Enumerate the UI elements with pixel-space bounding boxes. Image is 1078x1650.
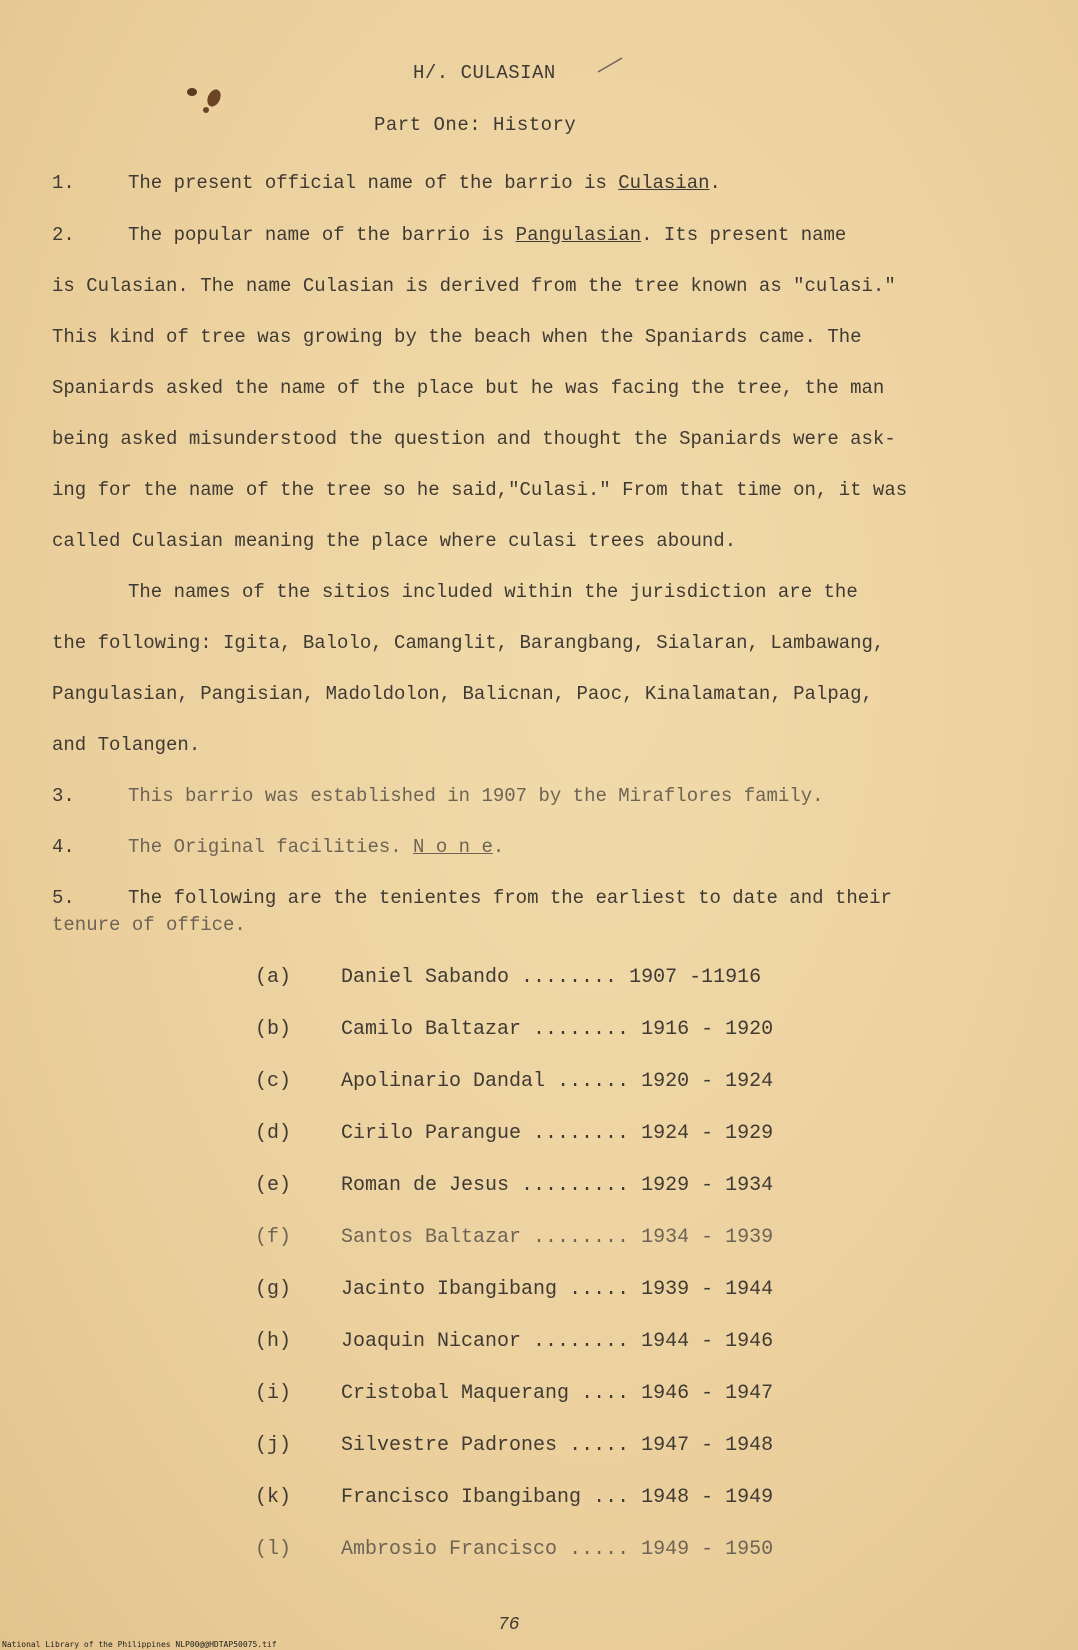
item-number: 2. bbox=[52, 224, 75, 246]
popular-name-underlined: Pangulasian bbox=[515, 224, 642, 246]
barrio-name-underlined: Culasian bbox=[618, 172, 710, 194]
list-item: (h) Joaquin Nicanor ........ 1944 - 1946 bbox=[255, 1330, 774, 1353]
list-item: (f) Santos Baltazar ........ 1934 - 1939 bbox=[255, 1226, 774, 1249]
list-item: (i) Cristobal Maquerang .... 1946 - 1947 bbox=[255, 1382, 774, 1405]
archive-footer: National Library of the Philippines NLP00@@HDTAP50075.tif bbox=[2, 1640, 277, 1649]
sitios-line-1: The names of the sitios included within the jurisdiction are the bbox=[128, 581, 858, 603]
sitios-line-2: the following: Igita, Balolo, Camanglit, Barangbang, Sialaran, Lambawang, bbox=[52, 632, 885, 654]
list-item: (c) Apolinario Dandal ...... 1920 - 1924 bbox=[255, 1070, 774, 1093]
item-4-text: The Original facilities. N o n e. bbox=[128, 836, 505, 858]
item-2-line-7: called Culasian meaning the place where culasi trees abound. bbox=[52, 530, 737, 552]
page-subheading: Part One: History bbox=[374, 114, 577, 136]
item-3-text: This barrio was established in 1907 by the Miraflores family. bbox=[128, 785, 824, 807]
check-mark-icon bbox=[596, 56, 624, 74]
item-2-line-3: This kind of tree was growing by the beach when the Spaniards came. The bbox=[52, 326, 862, 348]
item-number: 1. bbox=[52, 172, 75, 194]
item-2-line-5: being asked misunderstood the question and thought the Spaniards were ask- bbox=[52, 428, 896, 450]
item-1-text: The present official name of the barrio is Culasian. bbox=[128, 172, 721, 194]
list-item: (j) Silvestre Padrones ..... 1947 - 1948 bbox=[255, 1434, 774, 1457]
item-number: 4. bbox=[52, 836, 75, 858]
item-5-line-2: tenure of office. bbox=[52, 914, 246, 936]
list-item: (k) Francisco Ibangibang ... 1948 - 1949 bbox=[255, 1486, 774, 1509]
item-2-line-1: The popular name of the barrio is Pangulasian. Its present name bbox=[128, 224, 847, 246]
list-item: (d) Cirilo Parangue ........ 1924 - 1929 bbox=[255, 1122, 774, 1145]
page-heading: H/. CULASIAN bbox=[413, 62, 556, 84]
ink-blot-mark bbox=[178, 80, 234, 118]
list-item: (b) Camilo Baltazar ........ 1916 - 1920 bbox=[255, 1018, 774, 1041]
item-number: 5. bbox=[52, 887, 75, 909]
item-5-line-1: The following are the tenientes from the earliest to date and their bbox=[128, 887, 892, 909]
facilities-value-underlined: N o n e bbox=[413, 836, 493, 858]
item-number: 3. bbox=[52, 785, 75, 807]
list-item: (l) Ambrosio Francisco ..... 1949 - 1950 bbox=[255, 1538, 774, 1561]
item-2-line-2: is Culasian. The name Culasian is derived from the tree known as "culasi." bbox=[52, 275, 896, 297]
sitios-line-3: Pangulasian, Pangisian, Madoldolon, Balicnan, Paoc, Kinalamatan, Palpag, bbox=[52, 683, 873, 705]
item-2-line-4: Spaniards asked the name of the place but he was facing the tree, the man bbox=[52, 377, 885, 399]
page-number: 76 bbox=[498, 1615, 520, 1635]
list-item: (a) Daniel Sabando ........ 1907 -11916 bbox=[255, 966, 762, 989]
list-item: (g) Jacinto Ibangibang ..... 1939 - 1944 bbox=[255, 1278, 774, 1301]
sitios-line-4: and Tolangen. bbox=[52, 734, 201, 756]
list-item: (e) Roman de Jesus ......... 1929 - 1934 bbox=[255, 1174, 774, 1197]
item-2-line-6: ing for the name of the tree so he said,"Culasi." From that time on, it was bbox=[52, 479, 908, 501]
